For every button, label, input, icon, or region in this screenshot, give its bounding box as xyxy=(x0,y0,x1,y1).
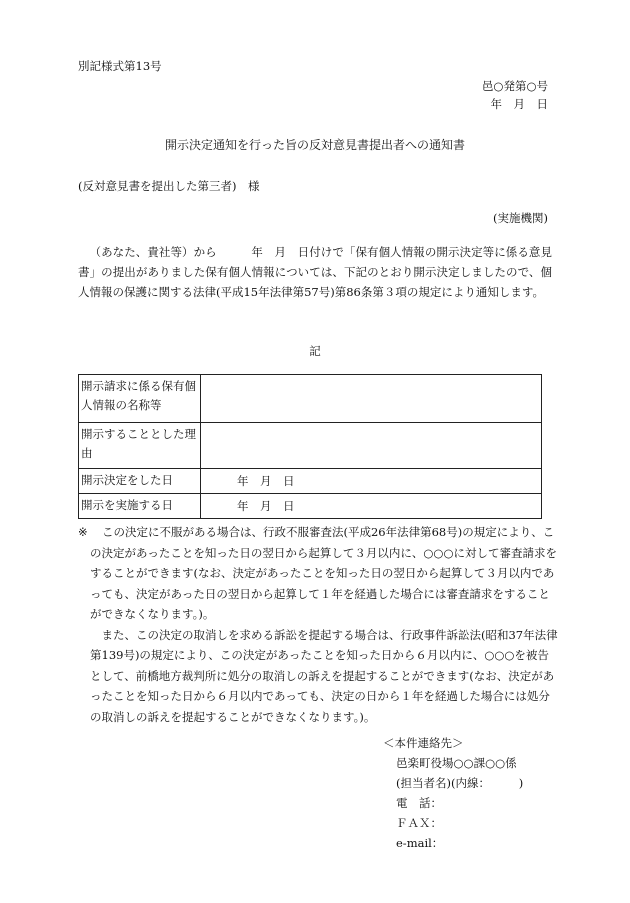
row-label-implementation-date: 開示を実施する日 xyxy=(79,494,201,519)
document-title: 開示決定通知を行った旨の反対意見書提出者への通知書 xyxy=(164,138,465,152)
note-paragraph-lawsuit: また、この決定の取消しを求める訴訟を提起する場合は、行政事件訴訟法(昭和37年法律第139号)の規定により、この決定があったことを知った日から６月以内に、○○○を被告として、前橋地方裁判所に処分の取消しの訴えを提起することができます(なお、決定があったことを知った日から６月以内であっても、決定の日から１年を経過した場合には処分の取消しの訴えを提起することができなくなります。)。 xyxy=(90,627,558,724)
contact-fax: ＦＡＸ： xyxy=(396,816,442,830)
note-paragraph-1-text: この決定に不服がある場合は、行政不服審査法(平成26年法律第68号)の規定により、この決定があったことを知った日の翌日から起算して３月以内に、○○○に対して審査請求をすることができます(なお、決定があったことを知った日の翌日から起算して３月以内であっても、決定があった日の翌日から起算して１年を経過した場合には審査請求をすることができなくなります。)。 xyxy=(90,525,557,621)
contact-person: (担当者名)(内線： ) xyxy=(396,776,524,790)
disclosure-table xyxy=(78,374,542,519)
row-value-reason xyxy=(201,423,542,469)
table-row xyxy=(79,469,542,494)
addressee: (反対意見書を提出した第三者) 様 xyxy=(78,179,260,193)
row-label-reason: 開示することとした理由 xyxy=(79,423,201,469)
document-number: 邑○発第○号 xyxy=(481,79,548,93)
note-paragraph-appeal xyxy=(78,522,558,625)
table-row xyxy=(79,494,542,519)
issuing-agency: (実施機関) xyxy=(493,211,548,225)
contact-email: e-mail： xyxy=(396,836,444,850)
row-value-decision-date: 年 月 日 xyxy=(201,469,542,494)
appeal-note xyxy=(78,522,558,727)
note-mark: ※ xyxy=(78,525,88,539)
row-value-info-name xyxy=(201,375,542,423)
row-label-info-name: 開示請求に係る保有個人情報の名称等 xyxy=(79,375,201,423)
row-label-decision-date: 開示決定をした日 xyxy=(79,469,201,494)
contact-phone: 電 話： xyxy=(396,796,442,810)
contact-office: 邑楽町役場○○課○○係 xyxy=(396,756,517,770)
contact-heading: ＜本件連絡先＞ xyxy=(383,736,464,750)
form-number: 別記様式第13号 xyxy=(78,59,162,73)
table-row xyxy=(79,423,542,469)
row-value-implementation-date: 年 月 日 xyxy=(201,494,542,519)
notice-body: （あなた、貴社等）から 年 月 日付けで「保有個人情報の開示決定等に係る意見書」の提出がありました保有個人情報については、下記のとおり開示決定しましたので、個人情報の保護に関する法律(平成15年法律第57号)第86条第３項の規定により通知します。 xyxy=(78,245,552,299)
contact-block xyxy=(383,733,523,853)
issue-date: 年 月 日 xyxy=(490,97,548,111)
table-row xyxy=(79,375,542,423)
ki-heading: 記 xyxy=(309,344,321,358)
